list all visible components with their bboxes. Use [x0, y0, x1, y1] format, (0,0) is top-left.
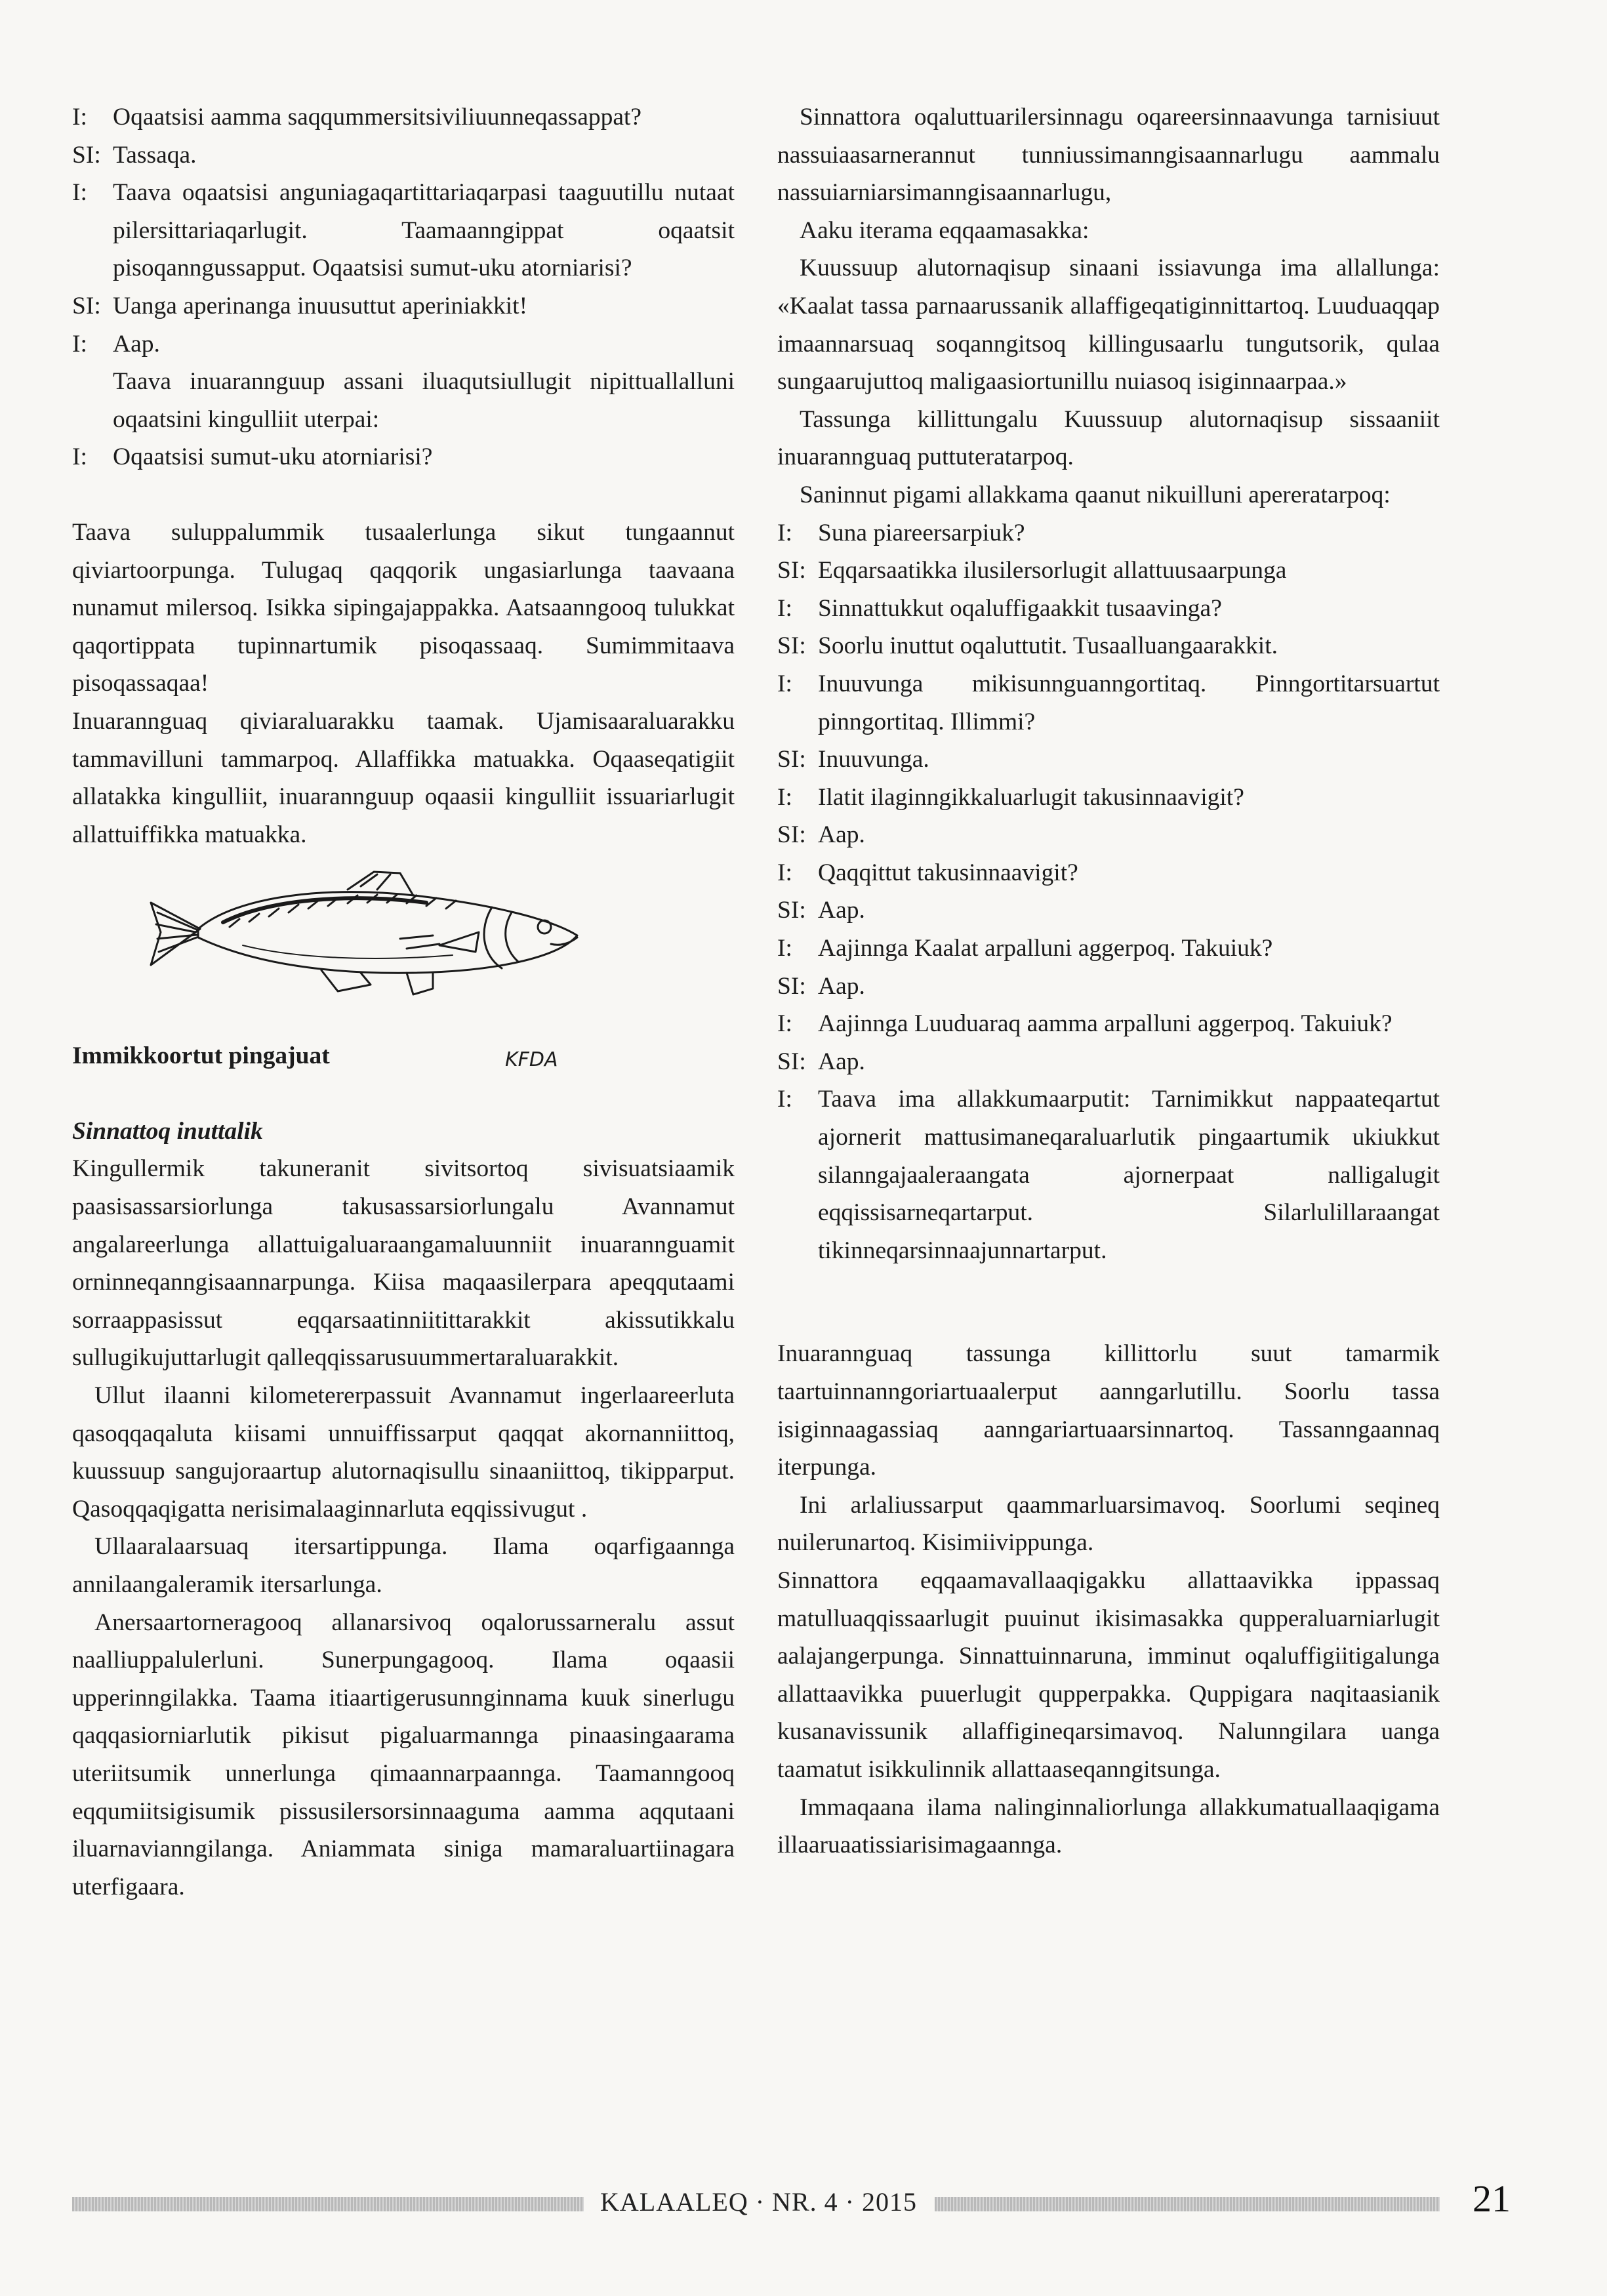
- speaker-label: SI:: [72, 141, 101, 169]
- fish-signature: KFDA: [505, 1048, 558, 1071]
- footer-publication: KALAALEQ · NR. 4 · 2015: [600, 2187, 917, 2217]
- speaker-label: I:: [72, 330, 87, 358]
- dialogue-line: [777, 514, 1440, 552]
- dialogue-line: [777, 1043, 1440, 1081]
- dialogue-line: [777, 1080, 1440, 1269]
- paragraph: Ini arlaliussarput qaammarluarsimavoq. Soorlumi seqineq nuilerunartoq. Kisimiivippunga.: [777, 1491, 1440, 1557]
- dialogue-text: Suna piareersarpiuk?: [818, 519, 1025, 546]
- dialogue-line: [777, 1005, 1440, 1043]
- dialogue-line: [777, 892, 1440, 930]
- dialogue-text: Qaqqittut takusinnaavigit?: [818, 859, 1078, 886]
- page-number: 21: [1473, 2177, 1511, 2220]
- speaker-label: I:: [777, 594, 792, 622]
- speaker-label: I:: [72, 104, 87, 131]
- speaker-label: I:: [777, 935, 792, 962]
- dialogue-line: [72, 325, 735, 363]
- speaker-label: SI:: [777, 632, 806, 660]
- speaker-label: SI:: [72, 292, 101, 319]
- paragraph: Inuarannguaq qiviaraluarakku taamak. Ujamisaaraluarakku tammavilluni tammarpoq. Allaffikka matuakka. Oqaaseqatigiit allatakka kingulliit, inuarannguup oqaasii kingulliit issuariarlugit allattuiffikka matuakka.: [72, 707, 735, 848]
- left-column: [72, 98, 735, 1906]
- right-column: [777, 98, 1440, 1864]
- dialogue-text: Eqqarsaatikka ilusilersorlugit allattuusaarpunga: [818, 557, 1287, 584]
- speaker-label: I:: [777, 670, 792, 697]
- dialogue-text: Aajinnga Luuduaraq aamma arpalluni aggerpoq. Takuiuk?: [818, 1010, 1393, 1038]
- quote-paragraph: Kuussuup alutornaqisup sinaani issiavunga ima allallunga: «Kaalat tassa parnaarussanik allaffigeqatiginnittartoq. Luuduaqqap imaannarsuaq soqanngitsoq killingusaarlu tungutsorik, qulaa sungaarujuttoq maligaasiortunillu nuiasoq isiginnaarpaa.»: [777, 255, 1440, 396]
- dialogue-line: [777, 968, 1440, 1006]
- footer-bar-left: [72, 2197, 584, 2211]
- paragraph: Aaku iterama eqqaamasakka:: [800, 216, 1089, 244]
- fish-illustration: [125, 867, 597, 1017]
- dialogue-text: Aap.: [818, 897, 865, 924]
- dialogue-text: Aap.: [818, 1048, 865, 1075]
- speaker-label: SI:: [777, 897, 806, 924]
- narration-note: Taava inuarannguup assani iluaqutsiullugit nipittuallalluni oqaatsini kingulliit uterpai:: [113, 368, 735, 433]
- speaker-label: I:: [777, 783, 792, 811]
- story-title: Sinnattoq inuttalik: [72, 1117, 263, 1145]
- spacer: [72, 1075, 735, 1113]
- dialogue-line: [777, 627, 1440, 665]
- dialogue-line: [72, 174, 735, 287]
- speaker-label: I:: [777, 519, 792, 546]
- dialogue-line: [777, 741, 1440, 779]
- dialogue-text: Inuuvunga.: [818, 746, 929, 773]
- paragraph: Taava suluppalummik tusaalerlunga sikut tungaannut qiviartoorpunga. Tulugaq qaqqorik ungasiarlunga taavaana nunamut milersoq. Isikka sipingajappakka. Aatsaanngooq tulukkat qaqortippata tupinnartumik pisoqassaaq. Sumimmitaava pisoqassaqaa!: [72, 518, 735, 697]
- story-paragraph: Anersaartorneragooq allanarsivoq oqalorussarneralu assut naalliuppalulerluni. Sunerpungagooq. Ilama oqaasii upperinngilakka. Taama itiaartigerusunnginnama kuuk sinerlugu qaqqasiorniarlutik pikisut pigaluarmannga pinaasingaarama uteriitsumik unnerlunga qimaannarpaannga. Taamanngooq eqqumiitsigisumik pissusilersorsinnaaguma aamma aqqutaani iluarnavianngilanga. Aniammata siniga mamaraluartiinagara uterfigaara.: [72, 1609, 735, 1900]
- dialogue-text: Aap.: [818, 972, 865, 1000]
- spacer: [777, 1269, 1440, 1335]
- paragraph: Saninnut pigami allakkama qaanut nikuilluni apereratarpoq:: [800, 481, 1391, 508]
- story-paragraph: Kingullermik takuneranit sivitsortoq sivisuatsiaamik paasisassarsiorlunga takusassarsiorlungalu Avannamut angalareerlunga allattuigaluaraangamaluunniit inuarannguamit orninneqanngisaannarpunga. Kiisa maqaasilerpara apeqqutaami sorraappasissut eqqarsaatinniitittarakkit akissutikkalu sullugikujuttarlugit qalleqqissarusuummertaraluarakkit.: [72, 1155, 735, 1372]
- dialogue-line: [777, 816, 1440, 854]
- dialogue-text: Soorlu inuttut oqaluttutit. Tusaalluangaarakkit.: [818, 632, 1278, 660]
- paragraph: Sinnattora eqqaamavallaaqigakku allattaavikka ippassaq matulluaqqissaarlugit puuinut ikisimasakka qupperaluarniarlugit aalajangerpunga. Sinnattuinnaruna, imminut oqaluffigiitigalunga allattaavikka puuerlugit qupperpakka. Quppigara naqitaasianik kusanavissunik allaffigineqarsimavoq. Nalunngilara uanga taamatut isikkulinnik allattaaseqanngitsunga.: [777, 1567, 1440, 1783]
- speaker-label: SI:: [777, 821, 806, 849]
- speaker-label: I:: [777, 1010, 792, 1038]
- speaker-label: SI:: [777, 557, 806, 584]
- dialogue-text: Oqaatsisi sumut-uku atorniarisi?: [113, 443, 433, 471]
- dialogue-line: [777, 930, 1440, 968]
- dialogue-text: Aap.: [113, 330, 160, 358]
- speaker-label: I:: [72, 179, 87, 207]
- dialogue-line: [777, 779, 1440, 817]
- dialogue-text: Taava oqaatsisi anguniagaqartittariaqarpasi taaguutillu nutaat pilersittariaqarlugit. Taamaanngippat oqaatsit pisoqanngussapput. Oqaatsisi sumut-uku atorniarisi?: [113, 179, 735, 282]
- speaker-label: SI:: [777, 972, 806, 1000]
- speaker-label: I:: [777, 859, 792, 886]
- spacer: [72, 476, 735, 514]
- dialogue-text: Inuuvunga mikisunnguanngortitaq. Pinngortitarsuartut pinngortitaq. Illimmi?: [818, 670, 1440, 735]
- paragraph: Inuarannguaq tassunga killittorlu suut tamarmik taartuinnanngoriartuaalerput aanngarlutillu. Soorlu tassa isiginnaagassiaq aanngariartuaarsinnartoq. Tassanngaannaq iterpunga.: [777, 1340, 1440, 1481]
- speaker-label: SI:: [777, 746, 806, 773]
- dialogue-text: Oqaatsisi aamma saqqummersitsiviliuunneqassappat?: [113, 104, 642, 131]
- paragraph: Sinnattora oqaluttuarilersinnagu oqareersinnaavunga tarnisiuut nassuiaasarnerannut tunniussimanngisaannarlugu aammalu nassuiarniarsimanngisaannarlugu,: [777, 104, 1440, 207]
- speaker-label: I:: [777, 1086, 792, 1113]
- footer-bar-right: [935, 2197, 1440, 2211]
- dialogue-text: Sinnattukkut oqaluffigaakkit tusaavinga?: [818, 594, 1222, 622]
- speaker-label: SI:: [777, 1048, 806, 1075]
- dialogue-text: Aajinnga Kaalat arpalluni aggerpoq. Takuiuk?: [818, 935, 1273, 962]
- dialogue-text: Aap.: [818, 821, 865, 849]
- dialogue-line: [72, 136, 735, 174]
- dialogue-line: [72, 98, 735, 136]
- story-paragraph: Ullut ilaanni kilometererpassuit Avannamut ingerlaareerluta qasoqqaqaluta kiisami unnuiffissarput qaqqat akornanniittoq, kuussuup sangujoraartup alutornaqisullu sinaaniittoq, tikipparput. Qasoqqaqigatta nerisimalaaginnarluta eqqissivugut .: [72, 1382, 735, 1523]
- dialogue-line: [777, 552, 1440, 590]
- dialogue-line: [777, 665, 1440, 741]
- story-paragraph: Ullaaralaarsuaq itersartippunga. Ilama oqarfigaannga annilaangaleramik itersarlunga.: [72, 1533, 735, 1598]
- dialogue-line: [72, 287, 735, 325]
- paragraph: Tassunga killittungalu Kuussuup alutornaqisup sissaaniit inuarannguaq puttuteratarpoq.: [777, 405, 1440, 471]
- dialogue-text: Tassaqa.: [113, 141, 197, 169]
- section-heading: Immikkoortut pingajuat: [72, 1042, 330, 1070]
- dialogue-text: Ilatit ilaginngikkaluarlugit takusinnaavigit?: [818, 783, 1244, 811]
- dialogue-line: [72, 438, 735, 476]
- dialogue-text: Uanga aperinanga inuusuttut aperiniakkit!: [113, 292, 528, 319]
- speaker-label: I:: [72, 443, 87, 471]
- dialogue-text: Taava ima allakkumaarputit: Tarnimikkut nappaateqartut ajornerit mattusimaneqaraluarlutik pingaartumik ukiukkut silanngajaaleraangata ajornerpaat nalligalugit eqqissisarneqartarput. Silarlulillaraangat tikinneqarsinnaajunnartarput.: [818, 1086, 1440, 1264]
- dialogue-line: [777, 854, 1440, 892]
- dialogue-line: [777, 590, 1440, 628]
- paragraph: Immaqaana ilama nalinginnaliorlunga allakkumatuallaaqigama illaaruaatissiarisimagaannga.: [777, 1794, 1440, 1859]
